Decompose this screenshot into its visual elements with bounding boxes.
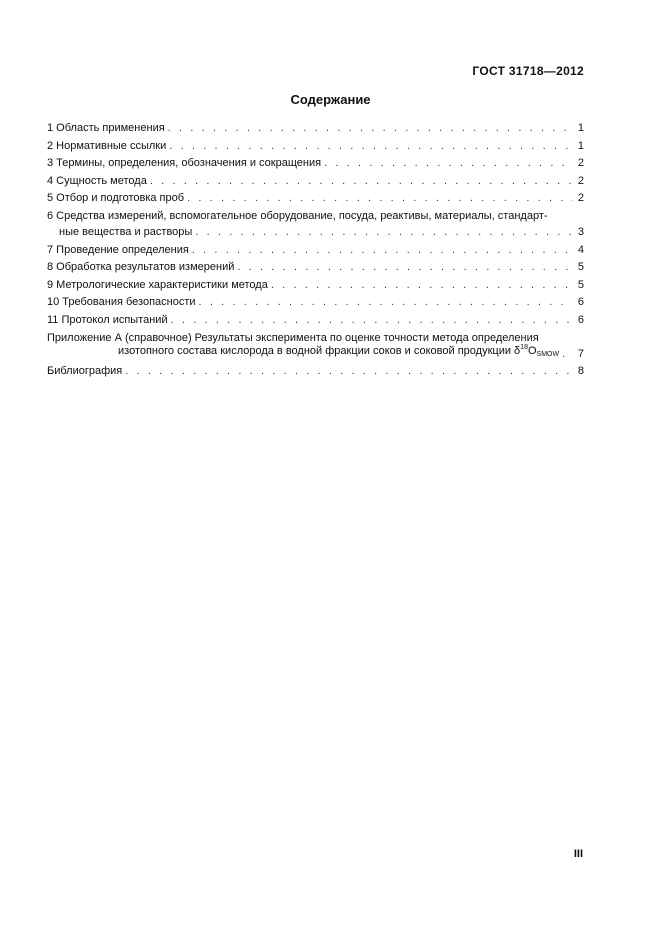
toc-entry-label: ные вещества и растворы bbox=[59, 225, 193, 238]
dot-leader bbox=[187, 190, 573, 208]
bibliography-entry[interactable] bbox=[47, 363, 584, 381]
document-code: ГОСТ 31718—2012 bbox=[472, 64, 584, 78]
toc-entry-label: 7 Проведение определения bbox=[47, 243, 189, 256]
dot-leader bbox=[195, 224, 573, 242]
toc-entry-page: 8 bbox=[577, 365, 584, 378]
toc-entry-label: 5 Отбор и подготовка проб bbox=[47, 192, 185, 205]
toc-entry-line2[interactable] bbox=[47, 224, 584, 242]
bibliography-label: Библиография bbox=[47, 365, 123, 378]
toc-entry-label: 4 Сущность метода bbox=[47, 174, 147, 187]
dot-leader bbox=[237, 259, 573, 277]
dot-leader bbox=[169, 138, 573, 156]
toc-entry-page: 7 bbox=[577, 347, 584, 360]
toc-entry[interactable] bbox=[47, 259, 584, 277]
toc-entry-page: 3 bbox=[577, 225, 584, 238]
toc-entry[interactable] bbox=[47, 312, 584, 330]
toc-entry-page: 2 bbox=[577, 192, 584, 205]
appendix-entry-line2[interactable] bbox=[47, 343, 584, 364]
toc-entry-label: 6 Средства измерений, вспомогательное оборудование, посуда, реактивы, материалы, стандарт- bbox=[47, 209, 548, 222]
toc-entry-label: 3 Термины, определения, обозначения и сокращения bbox=[47, 157, 322, 170]
page-number: III bbox=[573, 848, 583, 860]
dot-leader bbox=[168, 120, 573, 138]
toc-entry-page: 2 bbox=[577, 174, 584, 187]
dot-leader bbox=[271, 277, 573, 295]
toc-entry-label: 2 Нормативные ссылки bbox=[47, 139, 167, 152]
toc-entry-page: 1 bbox=[577, 139, 584, 152]
appendix-text: изотопного состава кислорода в водной фракции соков и соковой продукции δ bbox=[118, 344, 521, 357]
toc-entry-page: 2 bbox=[577, 157, 584, 170]
toc-entry-line1[interactable] bbox=[47, 208, 584, 224]
toc-entry[interactable] bbox=[47, 277, 584, 295]
toc-entry-page: 5 bbox=[577, 261, 584, 274]
toc-entry-label: 9 Метрологические характеристики метода bbox=[47, 278, 268, 291]
toc-entry-page: 4 bbox=[577, 243, 584, 256]
dot-leader bbox=[150, 173, 573, 191]
dot-leader bbox=[199, 294, 573, 312]
appendix-label: Приложение А (справочное) Результаты эксперимента по оценке точности метода определения bbox=[47, 331, 539, 344]
toc-entry-page: 1 bbox=[577, 122, 584, 134]
superscript-18: 18 bbox=[520, 343, 528, 351]
toc-entry[interactable] bbox=[47, 155, 584, 173]
dot-leader bbox=[171, 312, 573, 330]
dot-leader bbox=[125, 363, 573, 381]
oxygen-symbol: O bbox=[527, 344, 537, 357]
dot-leader bbox=[324, 155, 573, 173]
toc-entry[interactable] bbox=[47, 138, 584, 156]
toc-entry[interactable] bbox=[47, 242, 584, 260]
subscript-smow: SMOW bbox=[536, 350, 560, 358]
toc-entry-label: 1 Область применения bbox=[47, 122, 165, 134]
toc-entry-label: 10 Требования безопасности bbox=[47, 296, 196, 309]
toc-entry-page: 6 bbox=[577, 313, 584, 326]
toc-entry-label: 11 Протокол испытаний bbox=[47, 313, 168, 326]
toc-entry-label: 8 Обработка результатов измерений bbox=[47, 261, 235, 274]
table-of-contents bbox=[47, 120, 584, 381]
dot-leader bbox=[562, 346, 573, 364]
appendix-label-continued bbox=[118, 339, 559, 364]
toc-entry[interactable] bbox=[47, 173, 584, 191]
toc-entry[interactable] bbox=[47, 120, 584, 138]
toc-entry[interactable] bbox=[47, 190, 584, 208]
toc-entry[interactable] bbox=[47, 294, 584, 312]
toc-entry-page: 6 bbox=[577, 296, 584, 309]
dot-leader bbox=[192, 242, 573, 260]
toc-title: Содержание bbox=[290, 92, 371, 107]
toc-entry-page: 5 bbox=[577, 278, 584, 291]
